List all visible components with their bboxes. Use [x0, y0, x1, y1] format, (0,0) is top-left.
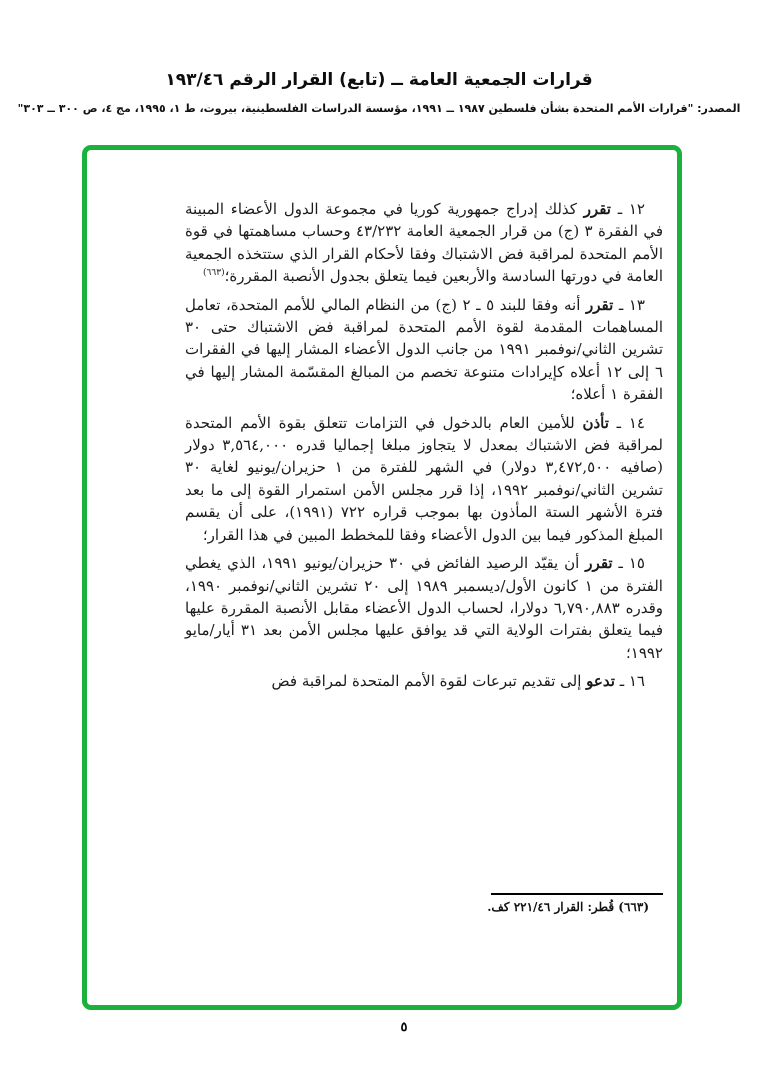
paragraph-13-number: ١٣ ـ [618, 295, 645, 314]
resolution-text-column [185, 198, 663, 699]
paragraph-12-number: ١٢ ـ [617, 200, 645, 218]
content-frame [82, 145, 682, 1010]
paragraph-15-text: أن يقيّد الرصيد الفائض في ٣٠ حزيران/يونيو ١٩٩١، الذي يغطي الفترة من ١ كانون الأول/ديسمبر ١٩٨٩ إلى ٢٠ تشرين الثاني/نوفمبر ١٩٩٠، وقدره ٦,٧٩٠,٨٨٣ دولارا، لحساب الدول الأعضاء مقابل الأنصبة المقررة عليها فيما يتعلق بفترات الولاية التي قد يوافق عليها مجلس الأمن بعد ٣١ أيار/مايو ١٩٩٢؛ [185, 554, 663, 662]
footnote-separator-rule [491, 893, 663, 895]
source-citation-line: المصدر: "قرارات الأمم المتحدة بشأن فلسطين ١٩٨٧ ــ ١٩٩١، مؤسسة الدراسات الفلسطينية، بيروت، ط ١، ١٩٩٥، مج ٤، ص ٣٠٠ ــ ٣٠٣" [17, 102, 741, 115]
footnote-block [185, 893, 663, 914]
paragraph-13 [185, 294, 663, 406]
paragraph-16-text: إلى تقديم تبرعات لقوة الأمم المتحدة لمراقبة فض [271, 672, 582, 691]
paragraph-12-text: كذلك إدراج جمهورية كوريا في مجموعة الدول الأعضاء المبينة في الفقرة ٣ (ج) من قرار الجمعية العامة ٤٣/٢٣٢ وحساب مساهمتها في قوة الأمم المتحدة لمراقبة فض الاشتباك وفقا لأحكام القرار الذي ستتخذه الجمعية العامة في دورتها السادسة والأربعين فيما يتعلق بجدول الأنصبة المقررة؛ [185, 200, 663, 286]
paragraph-13-lead-verb: تقرر [585, 295, 614, 314]
paragraph-13-text: أنه وفقا للبند ٥ ـ ٢ (ج) من النظام المالي للأمم المتحدة، تعامل المساهمات المقدمة لقوة الأمم المتحدة لمراقبة فض الاشتباك حتى ٣٠ تشرين الثاني/نوفمبر ١٩٩١ من جانب الدول الأعضاء المشار إليها في الفقرات ٦ إلى ١٢ أعلاه كإيرادات متنوعة تخصم من المبالغ المقسّمة المشار إليها في الفقرة ١ أعلاه؛ [185, 295, 664, 404]
paragraph-14 [185, 412, 663, 546]
paragraph-14-number: ١٤ ـ [616, 413, 645, 432]
paragraph-16-number: ١٦ ـ [619, 672, 645, 691]
paragraph-12-lead-verb: تقرر [583, 200, 611, 218]
paragraph-16-lead-verb: تدعو [586, 672, 615, 691]
page-title: قرارات الجمعية العامة ــ (تابع) القرار الرقم ١٩٣/٤٦ [165, 70, 593, 90]
page-number: ٥ [400, 1020, 408, 1035]
footnote-reference-663: (٦٦٣) [203, 268, 225, 279]
footnote-text: (٦٦٣) قُطر: القرار ٢٢١/٤٦ كف. [487, 900, 649, 914]
paragraph-12 [185, 198, 663, 288]
paragraph-14-text: للأمين العام بالدخول في التزامات تتعلق بقوة الأمم المتحدة لمراقبة فض الاشتباك بمعدل لا يتجاوز مبلغا إجماليا قدره ٣,٥٦٤,٠٠٠ دولار (صافيه ٣,٤٧٢,٥٠٠ دولار) في الشهر للفترة من ١ حزيران/يونيو لغاية ٣٠ تشرين الثاني/نوفمبر ١٩٩٢، إذا قرر مجلس الأمن استمرار القوة إلى ما بعد فترة الأشهر الستة المأذون بها بموجب قراره ٧٢٢ (١٩٩١)، على أن يقسم المبلغ المذكور فيما بين الدول الأعضاء وفقا للمخطط المبين في هذا القرار؛ [185, 413, 663, 544]
paragraph-16 [185, 670, 663, 692]
paragraph-15 [185, 552, 663, 664]
paragraph-15-lead-verb: تقرر [585, 554, 613, 573]
paragraph-15-number: ١٥ ـ [618, 554, 645, 573]
paragraph-14-lead-verb: تأذن [582, 413, 609, 432]
